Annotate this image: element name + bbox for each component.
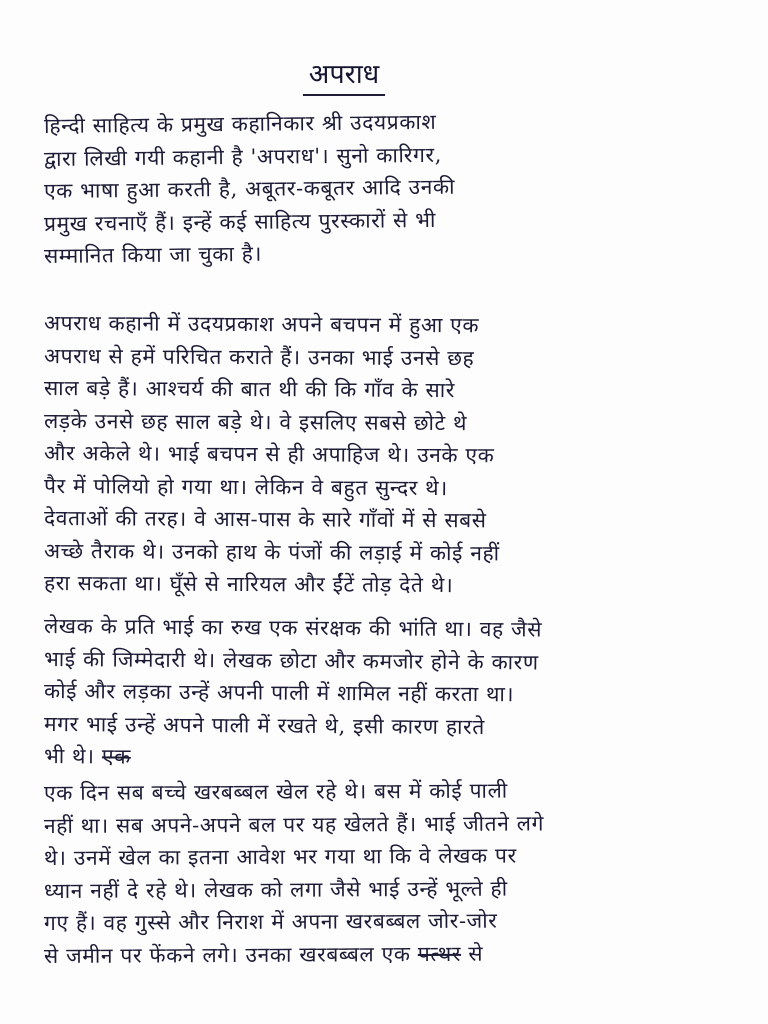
text-line: अपराध से हमें परिचित कराते हैं। उनका भाई उनसे छह [43,343,475,370]
text-line: थे। उनमें खेल का इतना आवेश भर गया था कि वे लेखक पर [43,843,517,870]
text-line: देवताओं की तरह। वे आस-पास के सारे गाँवों में से सबसे [43,506,487,533]
text-line: हरा सकता था। घूँसे से नारियल और ईंटें तोड़ देते थे। [43,571,454,598]
text-line: हिन्दी साहित्य के प्रमुख कहानिकार श्री उदयप्रकाश [43,109,437,138]
paragraph-intro [44,110,734,273]
struck-word: एक [101,744,131,769]
text-line: पैर में पोलियो हो गया था। लेकिन वे बहुत सुन्दर थे। [43,473,448,500]
text-line [44,740,734,777]
page-title [0,58,768,96]
text-line: प्रमुख रचनाएँ हैं। इन्हें कई साहित्य पुरस्कारों से भी [43,207,437,236]
paragraph-game [44,777,734,972]
text-line: नहीं था। सब अपने-अपने बल पर यह खेलते हैं। भाई जीतने लगे [43,810,545,838]
text-line: लड़के उनसे छह साल बड़े थे। वे इसलिए सबसे छोटे थे [43,408,468,435]
text-line: कोई और लड़का उन्हें अपनी पाली में शामिल नहीं करता था। [43,679,515,707]
paragraph-protector [44,610,734,773]
last-word: से [468,941,484,966]
text-line: और अकेले थे। भाई बचपन से ही अपाहिज थे। उनके एक [43,441,495,468]
underlined-title: अपराध [303,58,386,96]
line-text: भी थे। [43,744,95,769]
text-line: ध्यान नहीं दे रहे थे। लेखक को लगा जैसे भाई उन्हें भूल्ते ही [43,876,508,903]
text-line: अपराध कहानी में उदयप्रकाश अपने बचपन में हुआ एक [43,311,480,338]
text-line: एक दिन सब बच्चे खरबब्बल खेल रहे थे। बस में कोई पाली [43,778,508,805]
text-line: द्वारा लिखी गयी कहानी है 'अपराध'। सुनो कारिगर, [43,142,443,171]
paragraph-childhood [44,307,734,600]
text-line: गए हैं। वह गुस्से और निराश में अपना खरबब्बल जोर-जोर [43,908,498,935]
text-line: सम्मानित किया जा चुका है। [43,241,263,268]
text-line: मगर भाई उन्हें अपने पाली में रखते थे, इसी कारण हारते [43,711,485,739]
line-text: से जमीन पर फेंकने लगे। उनका खरबब्बल एक [43,941,411,968]
struck-word: पत्थर [417,941,462,966]
text-line: भाई की जिम्मेदारी थे। लेखक छोटा और कमजोर होने के कारण [43,646,539,674]
text-line: अच्छे तैराक थे। उनको हाथ के पंजों की लड़ाई में कोई नहीं [43,538,500,565]
text-line [44,936,734,972]
text-line: साल बड़े हैं। आश्चर्य की बात थी की कि गाँव के सारे [43,376,456,403]
text-line: एक भाषा हुआ करती है, अबूतर-कबूतर आदि उनकी [43,174,456,203]
text-line: लेखक के प्रति भाई का रुख एक संरक्षक की भांति था। वह जैसे [43,614,543,642]
